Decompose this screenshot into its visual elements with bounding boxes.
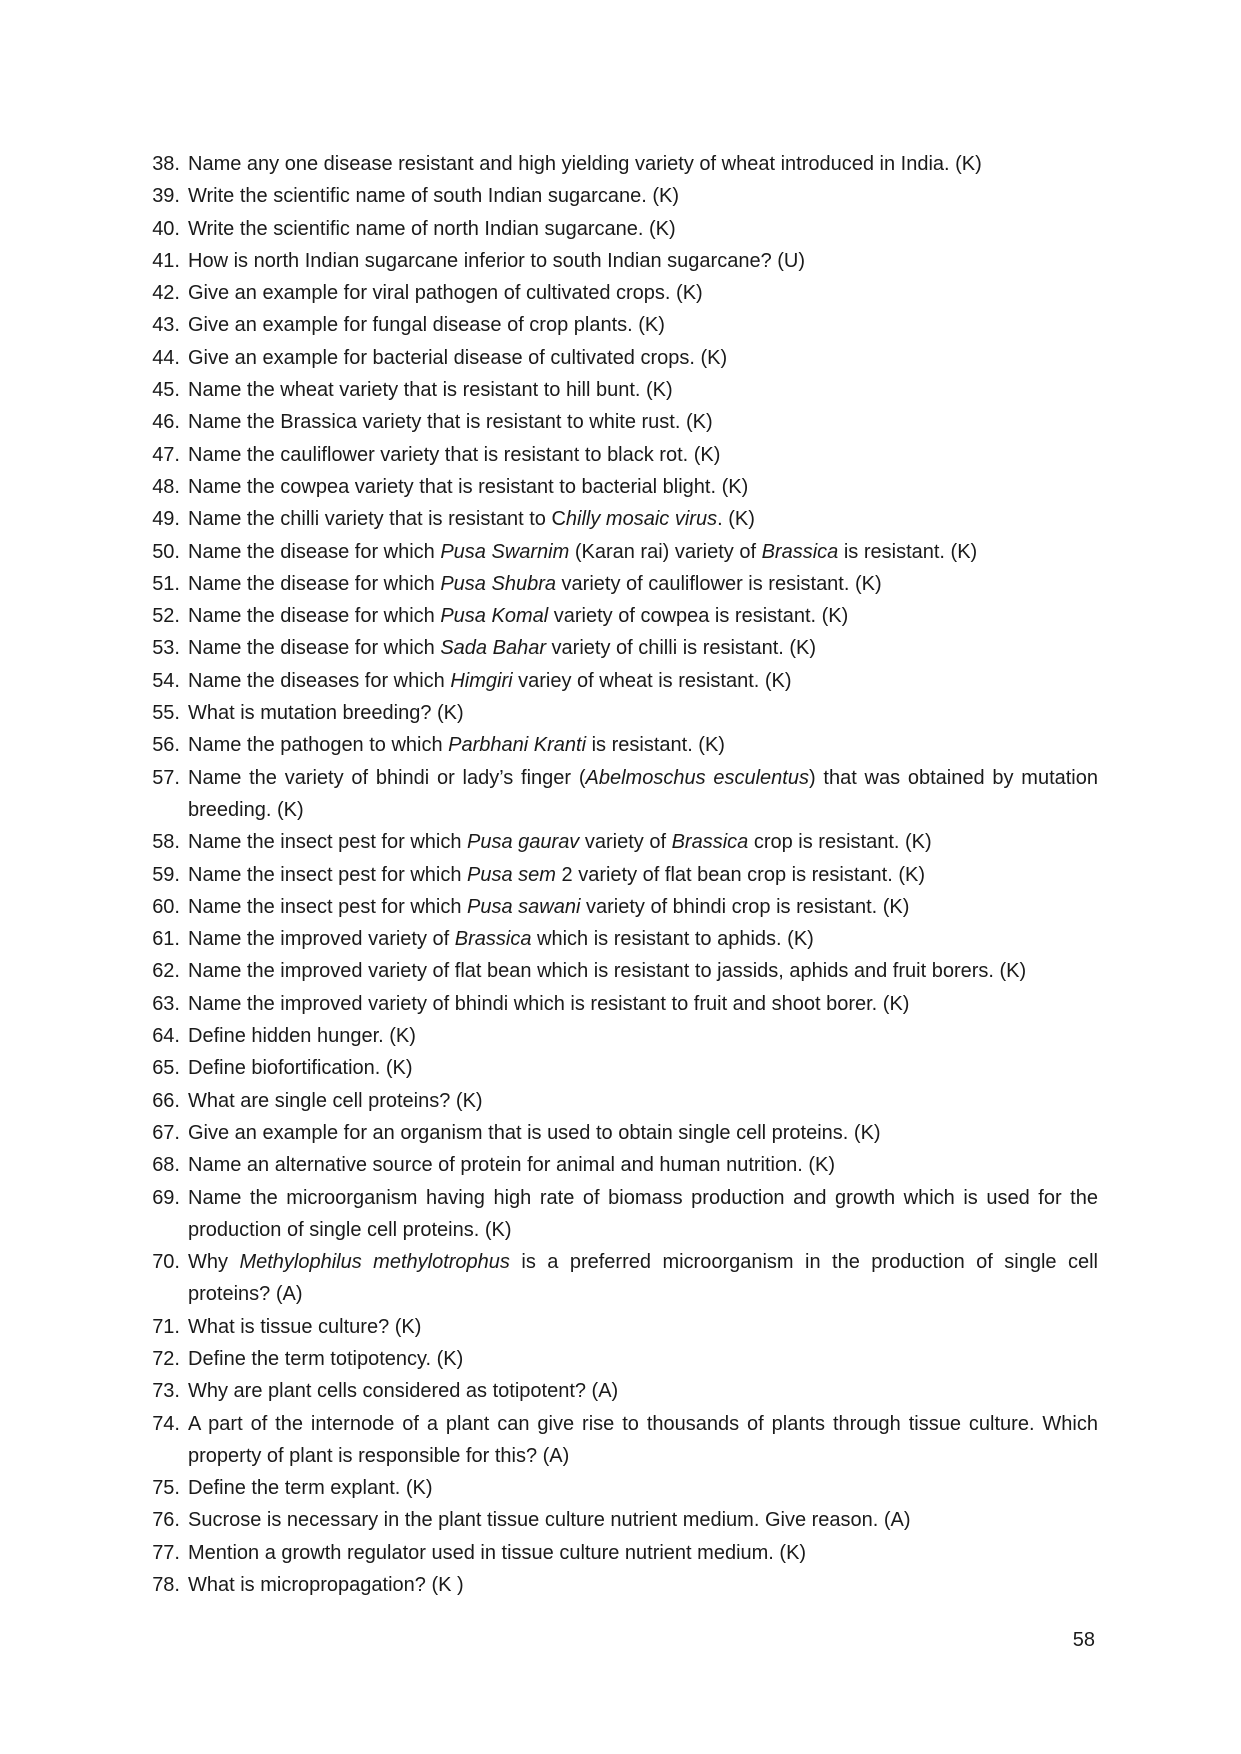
text-segment: variey of wheat is resistant. (K) xyxy=(512,669,792,692)
question-number: 76. xyxy=(152,1509,180,1532)
question-item xyxy=(148,471,1098,503)
question-list xyxy=(148,148,1098,1601)
italic-term: Brassica xyxy=(761,540,839,563)
question-item xyxy=(148,697,1098,729)
text-segment: variety of chilli is resistant. (K) xyxy=(545,637,817,660)
question-item xyxy=(148,1052,1098,1084)
italic-term: Brassica xyxy=(454,928,532,951)
question-number: 45. xyxy=(152,379,180,402)
question-text xyxy=(188,1057,413,1079)
question-item xyxy=(148,1311,1098,1343)
question-text xyxy=(188,1122,881,1144)
question-text xyxy=(188,476,748,498)
question-item xyxy=(148,148,1098,180)
question-text xyxy=(188,411,713,433)
question-item xyxy=(148,955,1098,987)
text-segment: Name the disease for which xyxy=(188,605,441,628)
question-item xyxy=(148,762,1098,827)
question-item xyxy=(148,1472,1098,1504)
question-number: 73. xyxy=(152,1380,180,1403)
question-text xyxy=(188,702,464,724)
question-number: 74. xyxy=(152,1412,180,1435)
text-segment: What is tissue culture? (K) xyxy=(188,1315,422,1338)
question-item xyxy=(148,568,1098,600)
italic-term: Pusa gaurav xyxy=(467,831,580,854)
text-segment: What is micropropagation? (K ) xyxy=(188,1574,464,1597)
text-segment: Name the disease for which xyxy=(188,572,441,595)
question-item xyxy=(148,374,1098,406)
question-text xyxy=(188,1251,1098,1305)
text-segment: Write the scientific name of south Indian sugarcane. (K) xyxy=(188,185,679,208)
text-segment: is a preferred microorganism in the production of single cell proteins? (A) xyxy=(188,1251,1098,1306)
question-number: 78. xyxy=(152,1574,180,1597)
italic-term: Pusa sem xyxy=(467,863,556,886)
text-segment: . (K) xyxy=(717,508,755,531)
question-item xyxy=(148,632,1098,664)
italic-term: Pusa Komal xyxy=(440,605,549,628)
question-item xyxy=(148,1117,1098,1149)
text-segment: crop is resistant. (K) xyxy=(748,831,932,854)
question-number: 75. xyxy=(152,1477,180,1500)
italic-term: Brassica xyxy=(671,831,749,854)
question-item xyxy=(148,600,1098,632)
question-number: 46. xyxy=(152,411,180,434)
question-item xyxy=(148,891,1098,923)
question-item xyxy=(148,1020,1098,1052)
italic-term: Himgiri xyxy=(450,669,513,692)
question-text xyxy=(188,1090,483,1112)
question-item xyxy=(148,536,1098,568)
question-text xyxy=(188,218,676,240)
question-text xyxy=(188,379,673,401)
text-segment: Name an alternative source of protein for animal and human nutrition. (K) xyxy=(188,1154,836,1177)
question-text xyxy=(188,541,977,563)
question-text xyxy=(188,1187,1098,1241)
text-segment: Write the scientific name of north Indian sugarcane. (K) xyxy=(188,217,676,240)
question-text xyxy=(188,508,755,530)
question-item xyxy=(148,1408,1098,1473)
text-segment: Give an example for an organism that is used to obtain single cell proteins. (K) xyxy=(188,1121,881,1144)
question-text xyxy=(188,1413,1098,1467)
question-text xyxy=(188,573,882,595)
question-text xyxy=(188,831,932,853)
text-segment: Give an example for bacterial disease of cultivated crops. (K) xyxy=(188,346,728,369)
text-segment: variety of xyxy=(579,831,672,854)
text-segment: Mention a growth regulator used in tissue culture nutrient medium. (K) xyxy=(188,1541,807,1564)
question-text xyxy=(188,1542,806,1564)
question-number: 66. xyxy=(152,1089,180,1112)
question-text xyxy=(188,960,1026,982)
question-item xyxy=(148,1149,1098,1181)
question-number: 40. xyxy=(152,217,180,240)
text-segment: variety of cowpea is resistant. (K) xyxy=(548,605,849,628)
text-segment: which is resistant to aphids. (K) xyxy=(531,928,814,951)
text-segment: Name the disease for which xyxy=(188,540,441,563)
question-text xyxy=(188,864,925,886)
question-text xyxy=(188,1348,463,1370)
text-segment: Define the term explant. (K) xyxy=(188,1477,433,1500)
question-item xyxy=(148,503,1098,535)
text-segment: Define hidden hunger. (K) xyxy=(188,1025,416,1048)
question-number: 69. xyxy=(152,1186,180,1209)
question-item xyxy=(148,342,1098,374)
question-text xyxy=(188,185,679,207)
question-text xyxy=(188,605,848,627)
text-segment: How is north Indian sugarcane inferior to south Indian sugarcane? (U) xyxy=(188,249,806,272)
text-segment: Give an example for viral pathogen of cultivated crops. (K) xyxy=(188,282,703,305)
text-segment: Name the cauliflower variety that is resistant to black rot. (K) xyxy=(188,443,721,466)
question-text xyxy=(188,1154,835,1176)
question-number: 67. xyxy=(152,1121,180,1144)
text-segment: 2 variety of flat bean crop is resistant. (K) xyxy=(555,863,925,886)
question-number: 44. xyxy=(152,346,180,369)
text-segment: Name the cowpea variety that is resistant to bacterial blight. (K) xyxy=(188,475,749,498)
text-segment: Name the wheat variety that is resistant to hill bunt. (K) xyxy=(188,379,673,402)
question-number: 52. xyxy=(152,605,180,628)
italic-term: Pusa Swarnim xyxy=(440,540,570,563)
question-number: 49. xyxy=(152,508,180,531)
question-number: 70. xyxy=(152,1251,180,1274)
text-segment: Name the microorganism having high rate of biomass production and growth which is used for the production of single cell proteins. (K) xyxy=(188,1186,1098,1241)
question-text xyxy=(188,637,816,659)
question-text xyxy=(188,993,909,1015)
question-item xyxy=(148,439,1098,471)
question-item xyxy=(148,1375,1098,1407)
question-text xyxy=(188,444,720,466)
question-number: 63. xyxy=(152,992,180,1015)
question-text xyxy=(188,314,665,336)
text-segment: (Karan rai) variety of xyxy=(569,540,762,563)
text-segment: Name the Brassica variety that is resistant to white rust. (K) xyxy=(188,411,713,434)
question-number: 41. xyxy=(152,249,180,272)
question-number: 39. xyxy=(152,185,180,208)
question-number: 72. xyxy=(152,1347,180,1370)
text-segment: is resistant. (K) xyxy=(838,540,978,563)
text-segment: Name the diseases for which xyxy=(188,669,451,692)
text-segment: variety of bhindi crop is resistant. (K) xyxy=(580,895,910,918)
question-number: 65. xyxy=(152,1057,180,1080)
question-item xyxy=(148,180,1098,212)
text-segment: Name the insect pest for which xyxy=(188,831,468,854)
question-number: 59. xyxy=(152,863,180,886)
italic-term: Parbhani Kranti xyxy=(448,734,587,757)
page-number: 58 xyxy=(1072,1629,1095,1651)
question-item xyxy=(148,859,1098,891)
question-item xyxy=(148,406,1098,438)
question-item xyxy=(148,309,1098,341)
question-number: 60. xyxy=(152,895,180,918)
question-number: 38. xyxy=(152,153,180,175)
question-item xyxy=(148,277,1098,309)
question-number: 71. xyxy=(152,1315,180,1338)
question-text xyxy=(188,347,727,369)
text-segment: Name the variety of bhindi or lady’s finger ( xyxy=(188,766,586,789)
question-text xyxy=(188,767,1098,821)
question-number: 61. xyxy=(152,928,180,951)
question-number: 51. xyxy=(152,572,180,595)
question-text xyxy=(188,1509,911,1531)
text-segment: Name the insect pest for which xyxy=(188,863,468,886)
question-number: 42. xyxy=(152,282,180,305)
text-segment: variety of cauliflower is resistant. (K) xyxy=(555,572,882,595)
question-text xyxy=(188,928,814,950)
text-segment: ) that was obtained by mutation breeding. (K) xyxy=(188,766,1098,821)
question-number: 68. xyxy=(152,1154,180,1177)
question-text xyxy=(188,1025,416,1047)
question-item xyxy=(148,213,1098,245)
question-text xyxy=(188,250,805,272)
text-segment: Sucrose is necessary in the plant tissue culture nutrient medium. Give reason. (A) xyxy=(188,1509,911,1532)
question-number: 55. xyxy=(152,702,180,725)
italic-term: Pusa sawani xyxy=(467,895,581,918)
question-number: 50. xyxy=(152,540,180,563)
question-item xyxy=(148,1085,1098,1117)
question-item xyxy=(148,826,1098,858)
italic-term: Sada Bahar xyxy=(440,637,546,660)
question-text xyxy=(188,896,909,918)
question-text xyxy=(188,734,725,756)
text-segment: What are single cell proteins? (K) xyxy=(188,1089,483,1112)
text-segment: Name the pathogen to which xyxy=(188,734,449,757)
question-item xyxy=(148,245,1098,277)
italic-term: hilly mosaic virus xyxy=(565,508,718,531)
text-segment: is resistant. (K) xyxy=(586,734,725,757)
question-number: 77. xyxy=(152,1541,180,1564)
question-number: 62. xyxy=(152,960,180,983)
question-item xyxy=(148,1182,1098,1247)
italic-term: Methylophilus methylotrophus xyxy=(239,1251,510,1274)
question-number: 64. xyxy=(152,1025,180,1048)
text-segment: Why are plant cells considered as totipotent? (A) xyxy=(188,1380,619,1403)
text-segment: What is mutation breeding? (K) xyxy=(188,702,464,725)
question-item xyxy=(148,1569,1098,1601)
text-segment: Define biofortification. (K) xyxy=(188,1057,413,1080)
question-number: 48. xyxy=(152,475,180,498)
question-item xyxy=(148,665,1098,697)
question-number: 56. xyxy=(152,734,180,757)
text-segment: Name the improved variety of xyxy=(188,928,455,951)
text-segment: A part of the internode of a plant can give rise to thousands of plants through tissue culture. Which property of plant is responsible for this? (A) xyxy=(188,1412,1098,1467)
question-text xyxy=(188,1380,618,1402)
question-item xyxy=(148,729,1098,761)
question-item xyxy=(148,923,1098,955)
text-segment: Why xyxy=(188,1251,240,1274)
italic-term: Pusa Shubra xyxy=(440,572,556,595)
question-number: 43. xyxy=(152,314,180,337)
text-segment: Define the term totipotency. (K) xyxy=(188,1347,464,1370)
question-item xyxy=(148,988,1098,1020)
question-text xyxy=(188,1574,464,1596)
text-segment: Name the improved variety of flat bean which is resistant to jassids, aphids and fruit borers. (K) xyxy=(188,960,1027,983)
question-number: 47. xyxy=(152,443,180,466)
question-number: 53. xyxy=(152,637,180,660)
question-number: 54. xyxy=(152,669,180,692)
question-text xyxy=(188,1316,421,1338)
text-segment: Name any one disease resistant and high yielding variety of wheat introduced in India. (K) xyxy=(188,153,982,175)
question-number: 58. xyxy=(152,831,180,854)
italic-term: Abelmoschus esculentus xyxy=(585,766,809,789)
question-item xyxy=(148,1343,1098,1375)
question-text xyxy=(188,153,982,175)
text-segment: Name the disease for which xyxy=(188,637,441,660)
text-segment: Name the insect pest for which xyxy=(188,895,468,918)
text-segment: Give an example for fungal disease of crop plants. (K) xyxy=(188,314,665,337)
question-text xyxy=(188,282,703,304)
question-text xyxy=(188,1477,433,1499)
question-item xyxy=(148,1504,1098,1536)
question-item xyxy=(148,1246,1098,1311)
question-item xyxy=(148,1537,1098,1569)
question-text xyxy=(188,670,792,692)
text-segment: Name the improved variety of bhindi which is resistant to fruit and shoot borer. (K) xyxy=(188,992,910,1015)
text-segment: Name the chilli variety that is resistant to C xyxy=(188,508,566,531)
question-number: 57. xyxy=(152,766,180,789)
